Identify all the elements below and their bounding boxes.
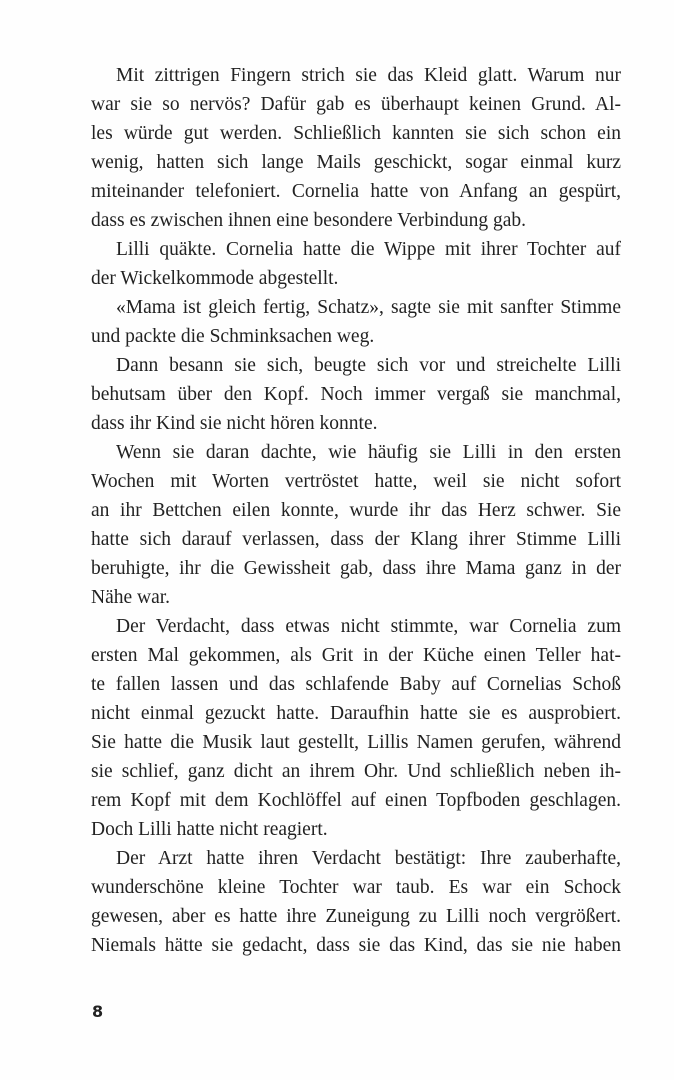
text-line: sie schlief, ganz dicht an ihrem Ohr. Und schließlich neben ih-: [91, 761, 621, 782]
text-line: nicht einmal gezuckt hatte. Daraufhin hatte sie es ausprobiert.: [91, 703, 621, 724]
text-line: Doch Lilli hatte nicht reagiert.: [91, 819, 328, 840]
paragraph: [91, 293, 621, 351]
paragraph: [91, 438, 621, 612]
text-line: hatte sich darauf verlassen, dass der Klang ihrer Stimme Lilli: [91, 529, 621, 550]
text-line: dass es zwischen ihnen eine besondere Verbindung gab.: [91, 210, 527, 231]
text-line: Wenn sie daran dachte, wie häufig sie Lilli in den ersten: [116, 442, 621, 463]
text-line: les würde gut werden. Schließlich kannten sie sich schon ein: [91, 123, 621, 144]
body-text: [91, 61, 621, 960]
text-line: Lilli quäkte. Cornelia hatte die Wippe mit ihrer Tochter auf: [116, 239, 621, 260]
text-line: Sie hatte die Musik laut gestellt, Lillis Namen gerufen, während: [91, 732, 621, 753]
text-line: Niemals hätte sie gedacht, dass sie das Kind, das sie nie haben: [91, 935, 621, 956]
text-line: rem Kopf mit dem Kochlöffel auf einen Topfboden geschlagen.: [91, 790, 621, 811]
text-line: «Mama ist gleich fertig, Schatz», sagte sie mit sanfter Stimme: [116, 297, 621, 318]
text-line: Der Arzt hatte ihren Verdacht bestätigt: Ihre zauberhafte,: [116, 848, 621, 869]
text-line: wenig, hatten sich lange Mails geschickt, sogar einmal kurz: [91, 152, 621, 173]
text-line: behutsam über den Kopf. Noch immer vergaß sie manchmal,: [91, 384, 621, 405]
text-line: beruhigte, ihr die Gewissheit gab, dass ihre Mama ganz in der: [91, 558, 621, 579]
text-line: dass ihr Kind sie nicht hören konnte.: [91, 413, 378, 434]
paragraph: [91, 612, 621, 844]
text-line: war sie so nervös? Dafür gab es überhaupt keinen Grund. Al-: [91, 94, 621, 115]
text-line: und packte die Schminksachen weg.: [91, 326, 375, 347]
text-line: an ihr Bettchen eilen konnte, wurde ihr das Herz schwer. Sie: [91, 500, 621, 521]
text-line: ersten Mal gekommen, als Grit in der Küche einen Teller hat-: [91, 645, 621, 666]
text-line: Mit zittrigen Fingern strich sie das Kleid glatt. Warum nur: [116, 65, 621, 86]
paragraph: [91, 235, 621, 293]
text-line: der Wickelkommode abgestellt.: [91, 268, 339, 289]
text-line: Der Verdacht, dass etwas nicht stimmte, war Cornelia zum: [116, 616, 621, 637]
paragraph: [91, 351, 621, 438]
text-line: te fallen lassen und das schlafende Baby auf Cornelias Schoß: [91, 674, 621, 695]
paragraph: [91, 61, 621, 235]
text-line: gewesen, aber es hatte ihre Zuneigung zu Lilli noch vergrößert.: [91, 906, 621, 927]
text-line: Nähe war.: [91, 587, 171, 608]
text-line: Wochen mit Worten vertröstet hatte, weil sie nicht sofort: [91, 471, 621, 492]
text-line: miteinander telefoniert. Cornelia hatte von Anfang an gespürt,: [91, 181, 621, 202]
text-line: Dann besann sie sich, beugte sich vor und streichelte Lilli: [116, 355, 621, 376]
paragraph: [91, 844, 621, 960]
page-number: 8: [92, 1002, 104, 1021]
text-line: wunderschöne kleine Tochter war taub. Es war ein Schock: [91, 877, 621, 898]
